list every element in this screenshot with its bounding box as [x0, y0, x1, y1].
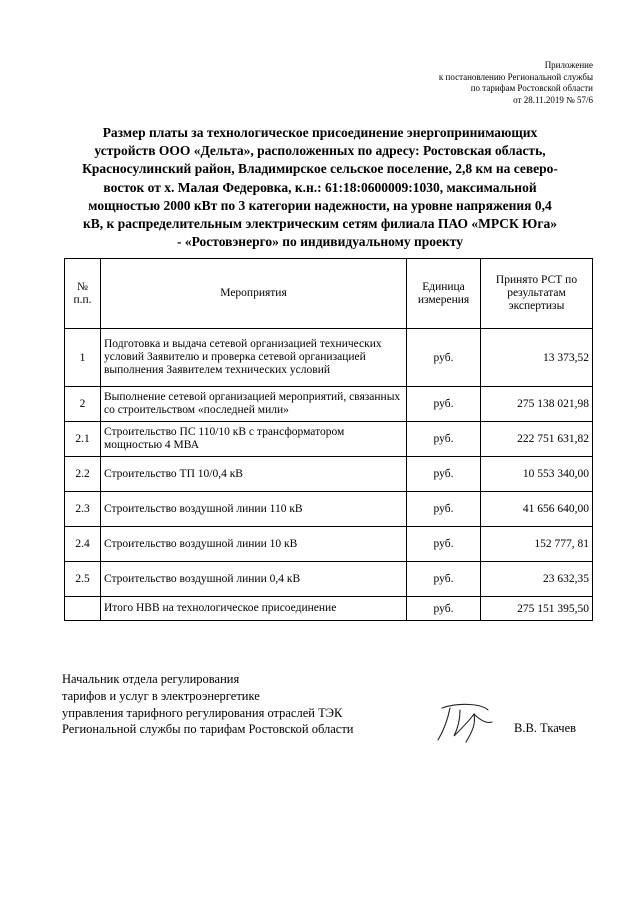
row-name: Итого НВВ на технологическое присоединение — [101, 597, 407, 621]
row-value: 13 373,52 — [481, 329, 593, 387]
header-accepted-line: Принято РСТ по — [495, 274, 578, 286]
row-value: 275 151 395,50 — [481, 597, 593, 621]
signer-line: Региональной службы по тарифам Ростовской области — [62, 722, 354, 737]
row-name: Выполнение сетевой организацией мероприятий, связанных со строительством «последней мили» — [101, 387, 407, 422]
table-header-row — [65, 259, 593, 329]
table-row — [65, 527, 593, 562]
row-unit: руб. — [407, 329, 481, 387]
header-unit-line: измерения — [417, 293, 470, 306]
row-unit: руб. — [407, 492, 481, 527]
signer-line: управления тарифного регулирования отраслей ТЭК — [62, 705, 343, 720]
signer-line: Начальник отдела регулирования — [62, 672, 240, 686]
title-line: восток от х. Малая Федеровка, к.н.: 61:18:0600009:1030, максимальной — [103, 179, 537, 195]
handwritten-signature — [430, 698, 500, 746]
row-unit: руб. — [407, 387, 481, 422]
header-num-line: п.п. — [73, 293, 92, 306]
row-name: Строительство ТП 10/0,4 кВ — [101, 457, 407, 492]
table-row — [65, 387, 593, 422]
row-value: 41 656 640,00 — [481, 492, 593, 527]
header-num — [65, 259, 101, 329]
row-num: 2.4 — [65, 527, 101, 562]
table-row — [65, 329, 593, 387]
row-value: 10 553 340,00 — [481, 457, 593, 492]
appendix-line: Приложение — [544, 60, 593, 70]
header-accepted — [481, 259, 593, 329]
appendix-line: к постановлению Региональной службы — [438, 71, 593, 82]
table-row — [65, 562, 593, 597]
title-line: - «Ростовэнерго» по индивидуальному проекту — [177, 234, 463, 250]
title-line: Красносулинский район, Владимирское сельское поселение, 2,8 км на северо- — [82, 161, 558, 177]
row-name: Подготовка и выдача сетевой организацией технических условий Заявителю и проверка сетевой организацией выполнения Заявителем технических условий — [101, 329, 407, 387]
table-row — [65, 457, 593, 492]
row-name: Строительство воздушной линии 110 кВ — [101, 492, 407, 527]
appendix-line: от 28.11.2019 № 57/6 — [513, 94, 593, 105]
header-accepted-line: результатам — [507, 287, 566, 299]
header-accepted-line: экспертизы — [508, 300, 565, 312]
signer-position — [62, 671, 353, 738]
header-unit-line: Единица — [422, 280, 465, 293]
table-row — [65, 492, 593, 527]
row-num: 2.1 — [65, 422, 101, 457]
row-name: Строительство воздушной линии 0,4 кВ — [101, 562, 407, 597]
row-unit: руб. — [407, 597, 481, 621]
row-num: 1 — [65, 329, 101, 387]
row-unit: руб. — [407, 457, 481, 492]
row-num: 2.5 — [65, 562, 101, 597]
row-num: 2 — [65, 387, 101, 422]
document-title — [55, 124, 585, 251]
row-value: 222 751 631,82 — [481, 422, 593, 457]
signer-name: В.В. Ткачев — [514, 721, 577, 735]
header-unit — [407, 259, 481, 329]
row-unit: руб. — [407, 562, 481, 597]
appendix-note — [333, 60, 593, 106]
header-activity: Мероприятия — [101, 259, 407, 329]
table-row — [65, 422, 593, 457]
title-line: Размер платы за технологическое присоединение энергопринимающих — [102, 125, 538, 140]
appendix-line: по тарифам Ростовской области — [470, 83, 593, 93]
table-total-row — [65, 597, 593, 621]
row-name: Строительство воздушной линии 10 кВ — [101, 527, 407, 562]
title-line: мощностью 2000 кВт по 3 категории надежности, на уровне напряжения 0,4 — [88, 197, 552, 213]
row-num: 2.2 — [65, 457, 101, 492]
row-num: 2.3 — [65, 492, 101, 527]
tariff-table — [64, 258, 593, 621]
row-name: Строительство ПС 110/10 кВ с трансформатором мощностью 4 МВА — [101, 422, 407, 457]
title-line: устройств ООО «Дельта», расположенных по адресу: Ростовская область, — [94, 143, 546, 159]
header-num-line: № — [77, 280, 88, 293]
title-line: кВ, к распределительным электрическим сетям филиала ПАО «МРСК Юга» — [83, 216, 557, 232]
row-value: 23 632,35 — [481, 562, 593, 597]
row-unit: руб. — [407, 527, 481, 562]
row-value: 275 138 021,98 — [481, 387, 593, 422]
signer-line: тарифов и услуг в электроэнергетике — [62, 688, 260, 703]
row-value: 152 777, 81 — [481, 527, 593, 562]
row-num — [65, 597, 101, 621]
row-unit: руб. — [407, 422, 481, 457]
